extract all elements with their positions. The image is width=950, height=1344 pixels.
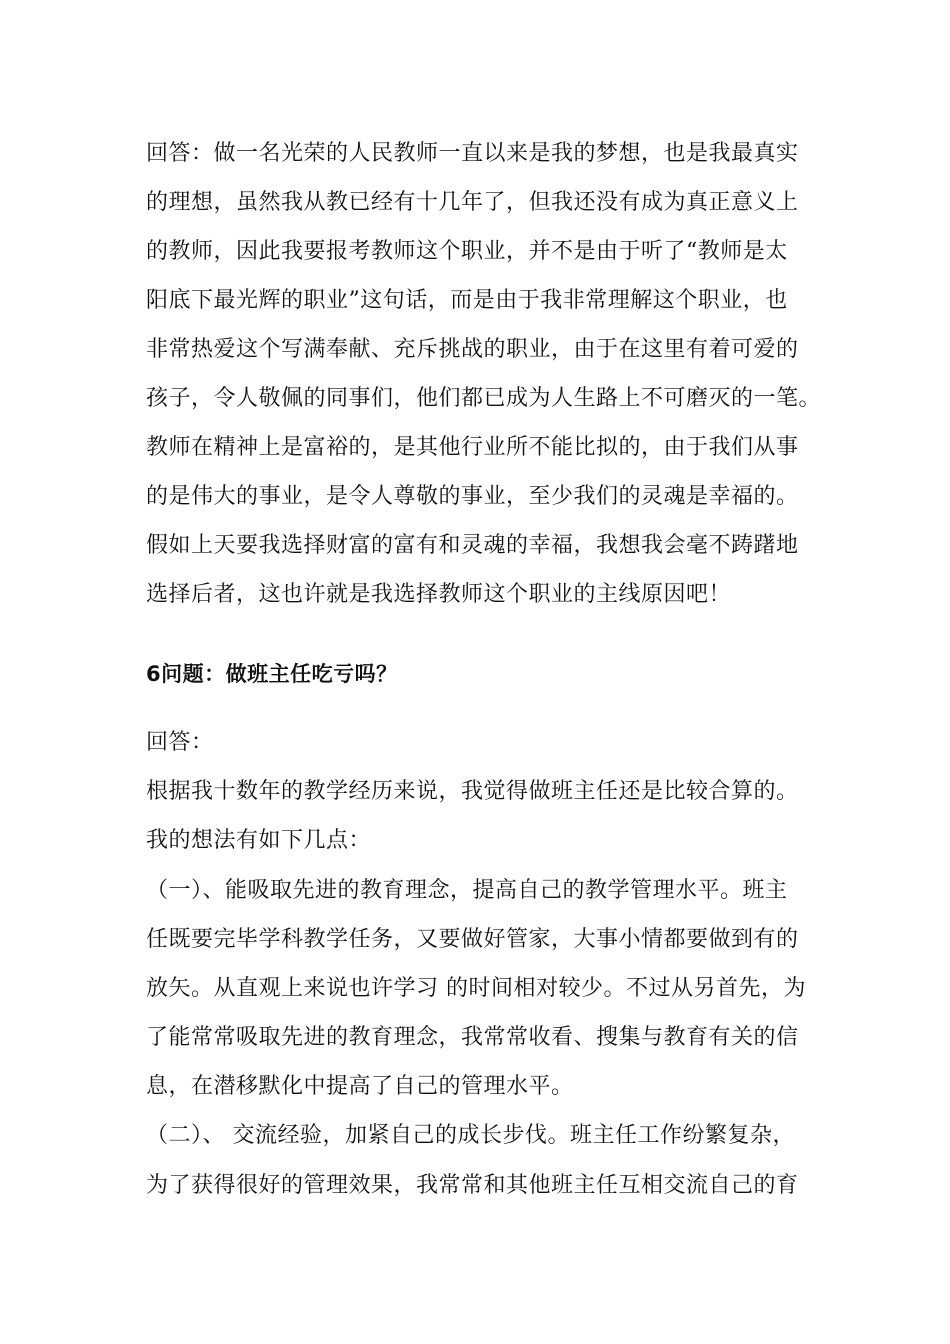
question6-line-4: 任既要完毕学科教学任务，又要做好管家，大事小情都要做到有的 (146, 927, 799, 952)
question6-line-6: 了能常常吸取先进的教育理念，我常常收看、搜集与教育有关的信 (146, 1025, 799, 1050)
question6-line-7: 息，在潜移默化中提高了自己的管理水平。 (146, 1074, 574, 1099)
question6-line-9: 为了获得很好的管理效果，我常常和其他班主任互相交流自己的育 (146, 1173, 799, 1198)
question6-answer-label: 回答： (146, 730, 214, 755)
answer5-line-3: 的教师，因此我要报考教师这个职业，并不是由于听了“教师是太 (146, 239, 788, 264)
answer5-line-10: 选择后者，这也许就是我选择教师这个职业的主线原因吧！ (146, 582, 732, 607)
answer5-line-5: 非常热爱这个写满奉献、充斥挑战的职业，由于在这里有着可爱的 (146, 337, 799, 362)
question6-line-5: 放矢。从直观上来说也许学习 的时间相对较少。不过从另首先，为 (146, 976, 806, 1001)
answer5-line-9: 假如上天要我选择财富的富有和灵魂的幸福，我想我会毫不踌躇地 (146, 533, 799, 558)
question6-line-2: 我的想法有如下几点： (146, 828, 372, 853)
answer5-line-1: 回答：做一名光荣的人民教师一直以来是我的梦想，也是我最真实 (146, 141, 799, 166)
question6-line-1: 根据我十数年的教学经历来说，我觉得做班主任还是比较合算的。 (146, 779, 799, 804)
question6-heading: 6问题：做班主任吃亏吗？ (146, 662, 398, 686)
answer5-line-6: 孩子，令人敬佩的同事们，他们都已成为人生路上不可磨灭的一笔。 (146, 386, 822, 411)
answer5-line-8: 的是伟大的事业，是令人尊敬的事业，至少我们的灵魂是幸福的。 (146, 484, 799, 509)
question6-line-8: （二）、 交流经验，加紧自己的成长步伐。班主任工作纷繁复杂， (146, 1123, 795, 1148)
answer5-line-7: 教师在精神上是富裕的，是其他行业所不能比拟的，由于我们从事 (146, 435, 799, 460)
answer5-line-4: 阳底下最光辉的职业”这句话，而是由于我非常理解这个职业，也 (146, 288, 788, 313)
question6-line-3: （一）、能吸取先进的教育理念，提高自己的教学管理水平。班主 (146, 878, 788, 903)
answer5-line-2: 的理想，虽然我从教已经有十几年了，但我还没有成为真正意义上 (146, 190, 799, 215)
